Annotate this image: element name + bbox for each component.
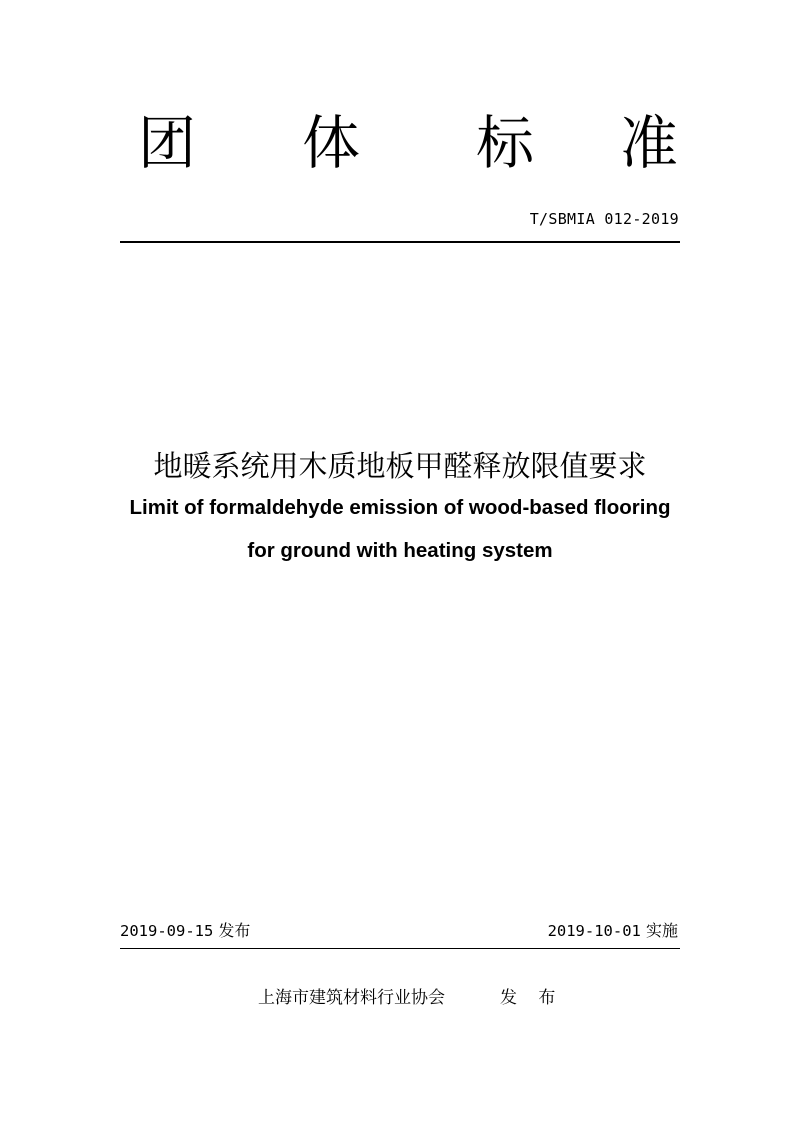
category-char-1: 团: [138, 109, 197, 177]
issue-date-block: [120, 918, 250, 941]
title-english-line-1: Limit of formaldehyde emission of wood-based flooring: [129, 496, 671, 519]
issue-label: 发布: [218, 921, 251, 940]
top-divider: [120, 241, 680, 243]
category-char-2: 体: [302, 109, 361, 177]
title-english-line-2: for ground with heating system: [247, 539, 553, 562]
category-char-3: 标: [476, 109, 535, 177]
publisher-name: 上海市建筑材料行业协会: [258, 988, 445, 1008]
standard-number: T/SBMIA 012-2019: [529, 210, 679, 228]
implement-label: 实施: [645, 921, 678, 940]
title-chinese: 地暖系统用木质地板甲醛释放限值要求: [153, 449, 647, 483]
implement-date: 2019-10-01: [547, 922, 641, 940]
standard-category-title: [120, 108, 680, 178]
issue-date: 2019-09-15: [120, 922, 214, 940]
category-char-4: 准: [620, 109, 679, 177]
bottom-divider: [120, 948, 680, 949]
publish-label: 发 布: [500, 988, 564, 1008]
implement-date-block: [548, 918, 678, 941]
